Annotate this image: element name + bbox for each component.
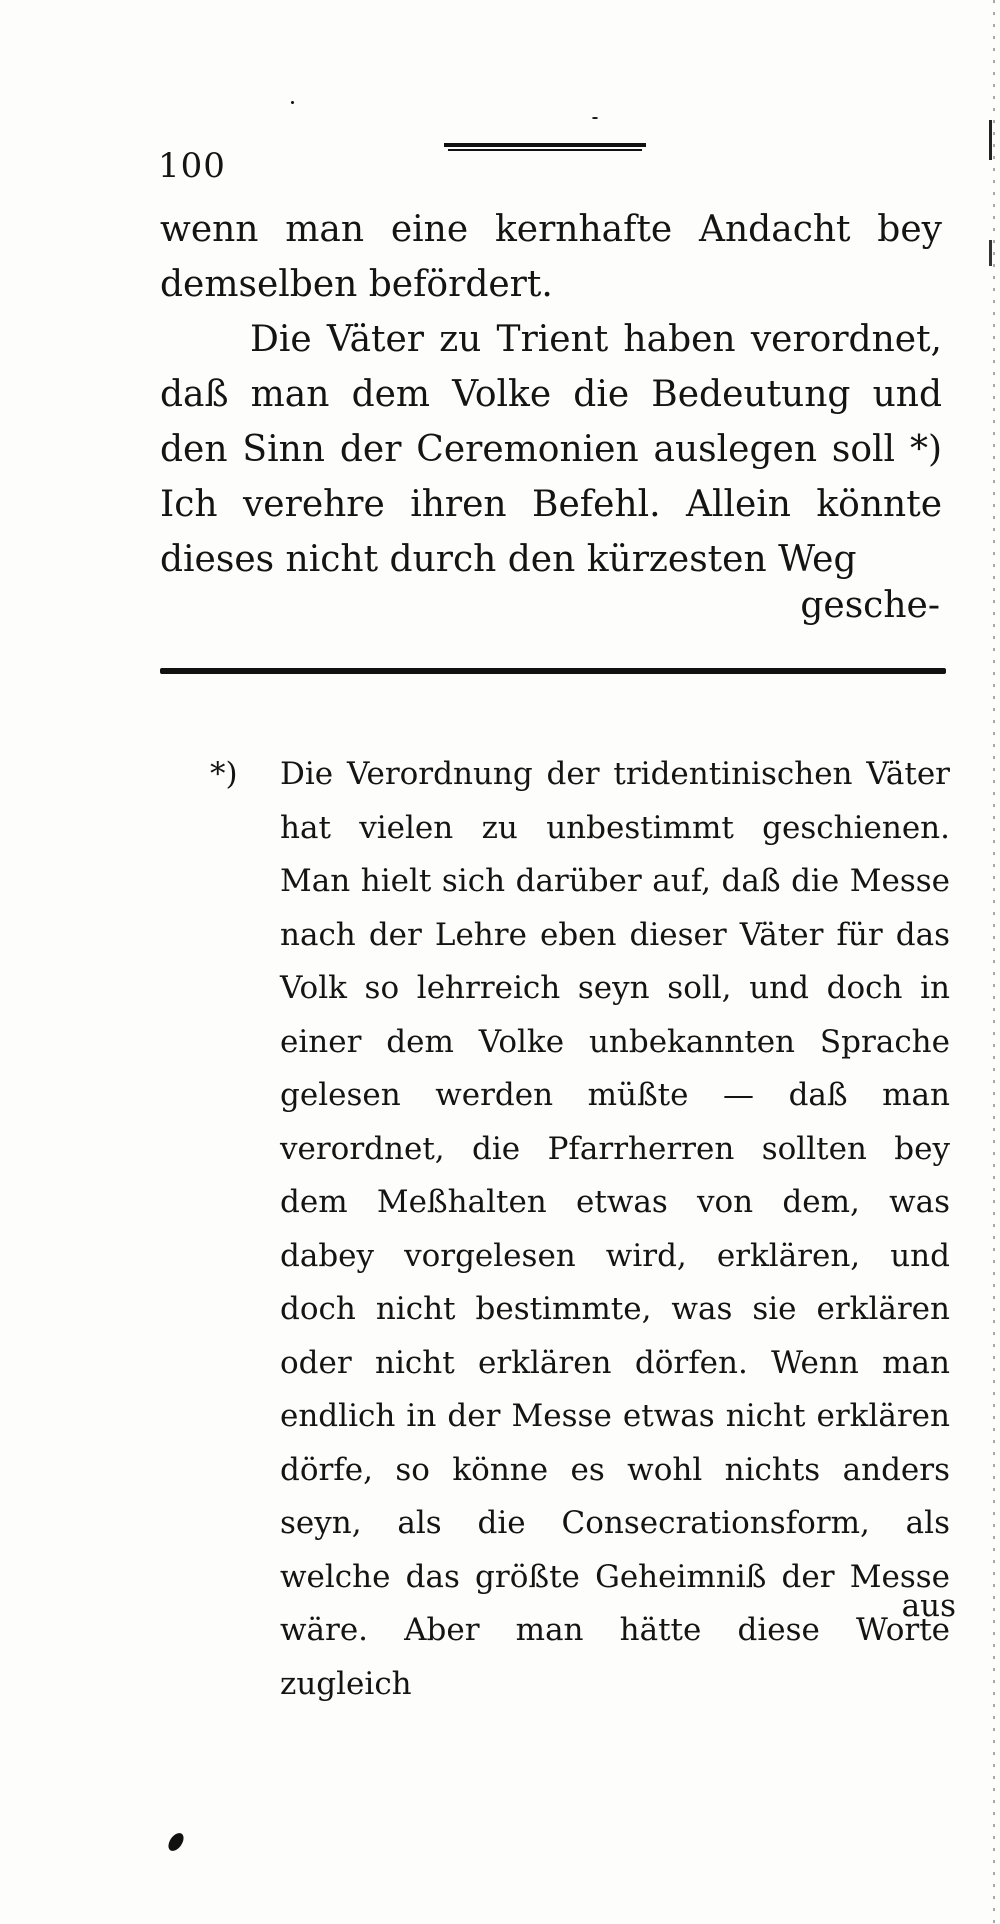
ink-speck [592,117,598,119]
main-text [160,202,942,587]
footnote-marker: *) [210,756,238,792]
catchword: gesche- [800,585,940,626]
page-edge-shadow [980,0,1000,1924]
footnote-text: Die Verordnung der tridentinischen Väter hat vielen zu unbestimmt geschienen. Man hielt sich darüber auf, daß die Messe nach der Lehre eben dieser Väter für das Volk so lehrreich seyn soll, und doch in einer dem Volke unbekannten Sprache gelesen werden müßte — daß man verordnet, die Pfarrherren sollten bey dem Meßhalten etwas von dem, was dabey vorgelesen wird, erklären, und doch nicht bestimmte, was sie erklären oder nicht erklären dörfen. Wenn man endlich in der Messe etwas nicht erklären dörfe, so könne es wohl nichts anders seyn, als die Consecrationsform, als welche das größte Geheimniß der Messe wäre. Aber man hätte diese Worte zugleich [280,756,950,1702]
footnote [210,748,950,1711]
footnote-catchword: aus [901,1588,956,1624]
footnote-separator-rule [160,668,946,674]
header-rule-ornament [444,140,646,154]
page-number: 100 [158,146,226,186]
ink-speck [291,101,294,104]
ink-speck [165,1830,186,1853]
paragraph-continuation: wenn man eine kernhafte Andacht bey demselben befördert. [160,209,942,305]
paragraph: Die Väter zu Trient haben verordnet, daß man dem Volke die Bedeutung und den Sinn der Ceremonien auslegen soll *) Ich verehre ihren Befehl. Allein könnte dieses nicht durch den kürzesten Weg [160,319,942,580]
